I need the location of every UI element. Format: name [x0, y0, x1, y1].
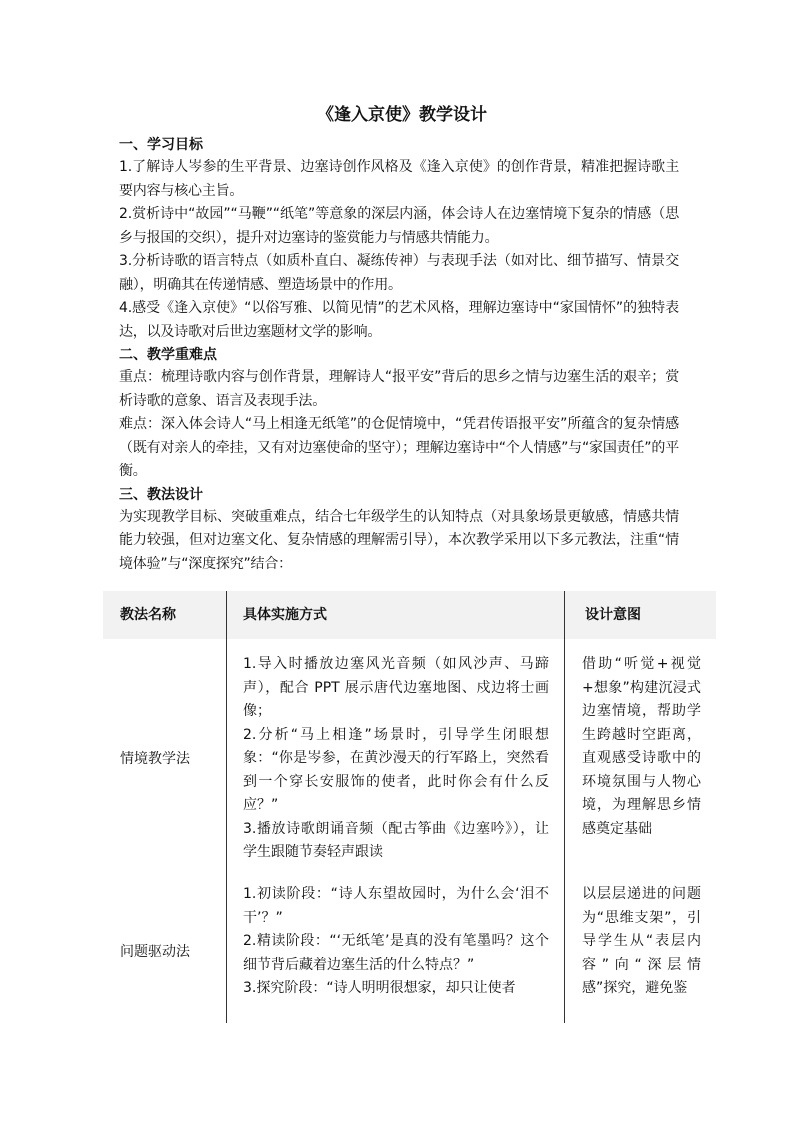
section-heading-methods: 三、教法设计 — [119, 486, 203, 503]
methods-intro-paragraph: 为实现教学目标、突破重难点，结合七年级学生的认知特点（对具象场景更敏感，情感共情能力较强，但对边塞文化、复杂情感的理解需引导），本次教学采用以下多元教法，注重“情境体验”与“深度探究”结合： — [119, 508, 679, 572]
table-header-intent: 设计意图 — [585, 607, 641, 623]
section-heading-objectives: 一、学习目标 — [119, 137, 203, 153]
implementation-step: 3.探究阶段：“诗人明明很想家，却只让使者 — [243, 980, 516, 996]
section-heading-key-points: 二、教学重难点 — [119, 347, 217, 363]
difficulty-paragraph: 难点：深入体会诗人“马上相逢无纸笔”的仓促情境中，“凭君传语报平安”所蕴含的复杂情感（既有对亲人的牵挂，又有对边塞使命的坚守）；理解边塞诗中“个人情感”与“家国责任”的平衡。 — [119, 416, 679, 479]
implementation-step: 1.导入时播放边塞风光音频（如风沙声、马蹄声），配合 PPT 展示唐代边塞地图、戍边将士画像； — [243, 656, 549, 719]
table-row-intent: 借助“听觉+视觉+想象”构建沉浸式边塞情境，帮助学生跨越时空距离，直观感受诗歌中的环境氛围与人物心境，为理解思乡情感奠定基础 — [582, 656, 701, 837]
table-row-method-name: 问题驱动法 — [120, 944, 190, 960]
teaching-methods-table — [103, 591, 716, 1023]
table-row-implementation — [243, 653, 549, 865]
table-header-implementation: 具体实施方式 — [243, 607, 327, 623]
objective-paragraph: 1.了解诗人岑参的生平背景、边塞诗创作风格及《逢入京使》的创作背景，精准把握诗歌主要内容与核心主旨。 — [119, 159, 679, 199]
implementation-step: 2.精读阶段：“‘无纸笔’是真的没有笔墨吗？这个细节背后藏着边塞生活的什么特点？” — [243, 933, 549, 973]
objective-paragraph: 3.分析诗歌的语言特点（如质朴直白、凝练传神）与表现手法（如对比、细节描写、情景交融），明确其在传递情感、塑造场景中的作用。 — [119, 253, 679, 293]
table-column-divider — [226, 591, 227, 1023]
key-point-paragraph: 重点：梳理诗歌内容与创作背景，理解诗人“报平安”背后的思乡之情与边塞生活的艰辛；赏析诗歌的意象、语言及表现手法。 — [119, 369, 679, 409]
implementation-step: 3.播放诗歌朗诵音频（配古筝曲《边塞吟》），让学生跟随节奏轻声跟读 — [243, 820, 549, 860]
table-row-intent: 以层层递进的问题为“思维支架”，引导学生从“表层内容”向“深层情感”探究，避免鉴 — [582, 886, 701, 996]
table-header-row — [103, 591, 716, 639]
table-row-method-name: 情境教学法 — [120, 751, 190, 767]
objective-paragraph: 4.感受《逢入京使》“以俗写雅、以简见情”的艺术风格，理解边塞诗中“家国情怀”的独特表达，以及诗歌对后世边塞题材文学的影响。 — [119, 300, 679, 340]
document-body — [119, 104, 679, 576]
document-title: 《逢入京使》教学设计 — [317, 105, 487, 125]
table-row-implementation — [243, 883, 549, 1001]
implementation-step: 2.分析“马上相逢”场景时，引导学生闭眼想象：“你是岑参，在黄沙漫天的行军路上，突然看到一个穿长安服饰的使者，此时你会有什么反应？” — [243, 726, 549, 813]
implementation-step: 1.初读阶段：“诗人东望故园时，为什么会‘泪不干’？” — [243, 886, 549, 926]
table-column-divider — [564, 591, 565, 1023]
table-header-method: 教法名称 — [120, 607, 176, 623]
objective-paragraph: 2.赏析诗中“故园”“马鞭”“纸笔”等意象的深层内涵，体会诗人在边塞情境下复杂的情感（思乡与报国的交织），提升对边塞诗的鉴赏能力与情感共情能力。 — [119, 206, 679, 246]
